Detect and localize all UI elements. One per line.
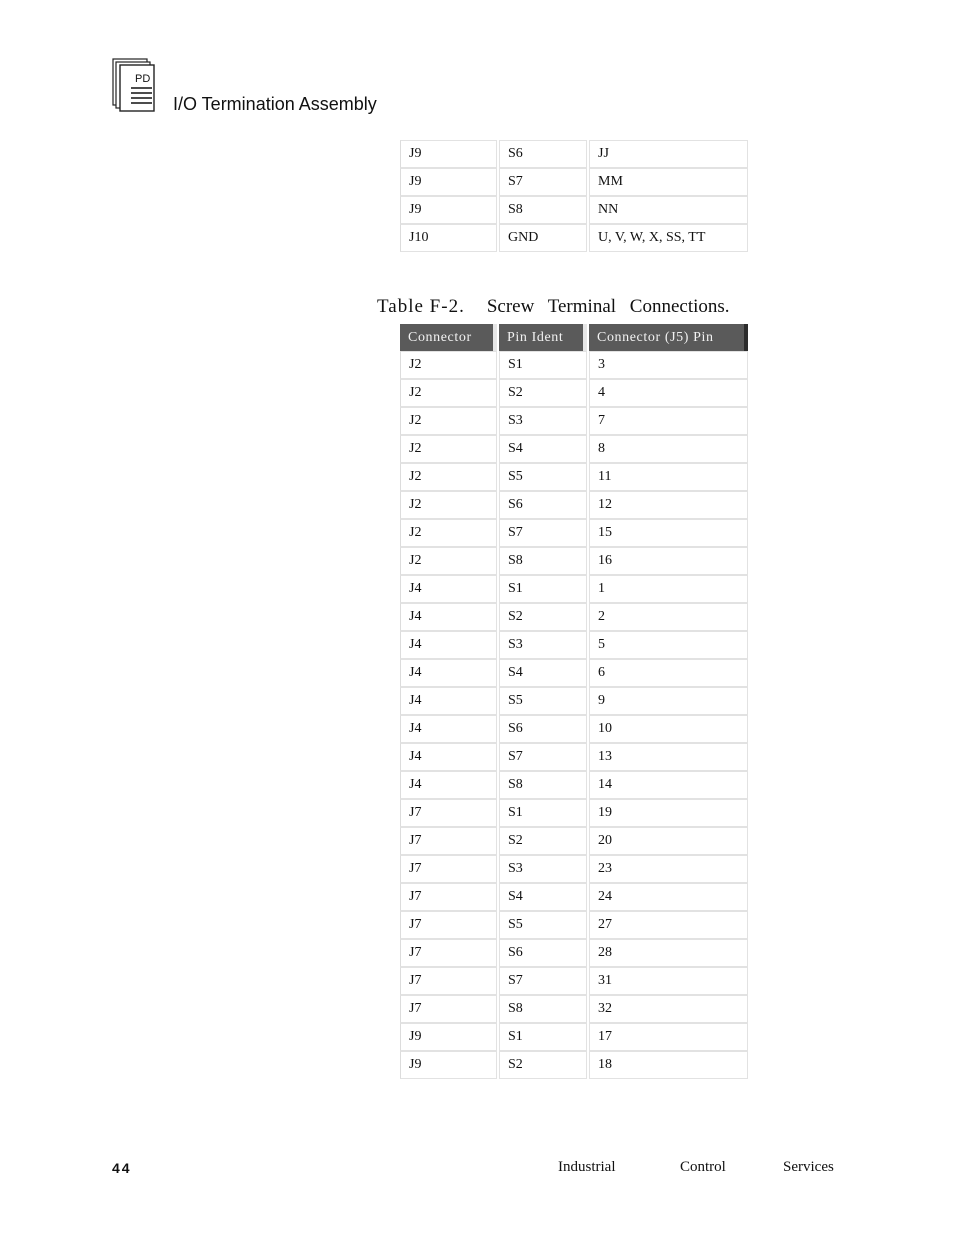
cell-j5-pin: NN bbox=[589, 196, 748, 224]
cell-j5-pin: 24 bbox=[589, 883, 748, 911]
cell-j5-pin: MM bbox=[589, 168, 748, 196]
cell-connector: J7 bbox=[400, 855, 497, 883]
cell-pin-ident: S4 bbox=[499, 435, 587, 463]
cell-connector: J4 bbox=[400, 603, 497, 631]
cell-pin-ident: S8 bbox=[499, 196, 587, 224]
table-caption-label: Table F-2. bbox=[377, 296, 465, 317]
cell-pin-ident: S6 bbox=[499, 140, 587, 168]
cell-connector: J2 bbox=[400, 463, 497, 491]
cell-connector: J9 bbox=[400, 168, 497, 196]
table-row bbox=[400, 379, 748, 407]
cell-j5-pin: 17 bbox=[589, 1023, 748, 1051]
cell-connector: J2 bbox=[400, 491, 497, 519]
cell-connector: J7 bbox=[400, 911, 497, 939]
table-row bbox=[400, 435, 748, 463]
table-row bbox=[400, 687, 748, 715]
table-row bbox=[400, 771, 748, 799]
cell-j5-pin: 8 bbox=[589, 435, 748, 463]
table-row bbox=[400, 547, 748, 575]
column-header-connector: Connector bbox=[400, 324, 497, 351]
cell-pin-ident: S5 bbox=[499, 463, 587, 491]
page-number: 44 bbox=[112, 1160, 132, 1176]
footer-org-word: Industrial bbox=[558, 1159, 616, 1175]
cell-j5-pin: 1 bbox=[589, 575, 748, 603]
cell-j5-pin: 19 bbox=[589, 799, 748, 827]
cell-pin-ident: S1 bbox=[499, 799, 587, 827]
cell-pin-ident: S8 bbox=[499, 995, 587, 1023]
table-row bbox=[400, 715, 748, 743]
cell-connector: J9 bbox=[400, 1051, 497, 1079]
cell-j5-pin: 11 bbox=[589, 463, 748, 491]
cell-pin-ident: S6 bbox=[499, 491, 587, 519]
table-row bbox=[400, 168, 748, 196]
cell-connector: J2 bbox=[400, 519, 497, 547]
cell-connector: J2 bbox=[400, 435, 497, 463]
cell-pin-ident: GND bbox=[499, 224, 587, 252]
table-row bbox=[400, 140, 748, 168]
table-row bbox=[400, 1051, 748, 1079]
cell-j5-pin: 23 bbox=[589, 855, 748, 883]
cell-pin-ident: S2 bbox=[499, 1051, 587, 1079]
cell-connector: J4 bbox=[400, 659, 497, 687]
cell-connector: J9 bbox=[400, 140, 497, 168]
cell-j5-pin: 31 bbox=[589, 967, 748, 995]
table-row bbox=[400, 799, 748, 827]
cell-j5-pin: 27 bbox=[589, 911, 748, 939]
cell-j5-pin: 3 bbox=[589, 351, 748, 379]
table-row bbox=[400, 659, 748, 687]
document-stack-icon bbox=[112, 58, 156, 112]
table-row bbox=[400, 855, 748, 883]
cell-pin-ident: S3 bbox=[499, 855, 587, 883]
cell-connector: J9 bbox=[400, 196, 497, 224]
cell-pin-ident: S2 bbox=[499, 603, 587, 631]
cell-j5-pin: 10 bbox=[589, 715, 748, 743]
cell-j5-pin: 13 bbox=[589, 743, 748, 771]
cell-j5-pin: 16 bbox=[589, 547, 748, 575]
table-row bbox=[400, 491, 748, 519]
cell-pin-ident: S1 bbox=[499, 575, 587, 603]
table-row bbox=[400, 827, 748, 855]
table-row bbox=[400, 883, 748, 911]
section-title: I/O Termination Assembly bbox=[173, 94, 377, 114]
table-row bbox=[400, 631, 748, 659]
cell-j5-pin: 4 bbox=[589, 379, 748, 407]
cell-pin-ident: S6 bbox=[499, 715, 587, 743]
cell-connector: J2 bbox=[400, 351, 497, 379]
cell-connector: J4 bbox=[400, 743, 497, 771]
cell-pin-ident: S5 bbox=[499, 687, 587, 715]
cell-pin-ident: S6 bbox=[499, 939, 587, 967]
table-row bbox=[400, 743, 748, 771]
cell-j5-pin: 18 bbox=[589, 1051, 748, 1079]
cell-j5-pin: 14 bbox=[589, 771, 748, 799]
cell-j5-pin: U, V, W, X, SS, TT bbox=[589, 224, 748, 252]
cell-connector: J4 bbox=[400, 715, 497, 743]
cell-pin-ident: S4 bbox=[499, 659, 587, 687]
cell-pin-ident: S2 bbox=[499, 827, 587, 855]
cell-pin-ident: S3 bbox=[499, 631, 587, 659]
logo-text: PD bbox=[135, 73, 151, 85]
cell-pin-ident: S8 bbox=[499, 547, 587, 575]
table-row bbox=[400, 196, 748, 224]
cell-connector: J7 bbox=[400, 995, 497, 1023]
table-caption bbox=[377, 296, 730, 318]
table-row bbox=[400, 995, 748, 1023]
cell-connector: J7 bbox=[400, 827, 497, 855]
cell-connector: J4 bbox=[400, 687, 497, 715]
cell-pin-ident: S7 bbox=[499, 967, 587, 995]
table-row bbox=[400, 911, 748, 939]
cell-pin-ident: S1 bbox=[499, 351, 587, 379]
cell-connector: J10 bbox=[400, 224, 497, 252]
table-row bbox=[400, 407, 748, 435]
table-row bbox=[400, 967, 748, 995]
cell-pin-ident: S7 bbox=[499, 743, 587, 771]
cell-connector: J7 bbox=[400, 799, 497, 827]
table-row bbox=[400, 575, 748, 603]
cell-pin-ident: S4 bbox=[499, 883, 587, 911]
cell-connector: J2 bbox=[400, 379, 497, 407]
table-row bbox=[400, 939, 748, 967]
cell-connector: J4 bbox=[400, 575, 497, 603]
cell-j5-pin: 32 bbox=[589, 995, 748, 1023]
table-caption-title: Screw Terminal Connections. bbox=[486, 296, 730, 317]
continued-table bbox=[398, 140, 750, 252]
cell-j5-pin: 28 bbox=[589, 939, 748, 967]
table-row bbox=[400, 463, 748, 491]
cell-connector: J9 bbox=[400, 1023, 497, 1051]
cell-j5-pin: 20 bbox=[589, 827, 748, 855]
table-row bbox=[400, 519, 748, 547]
cell-connector: J7 bbox=[400, 939, 497, 967]
cell-pin-ident: S5 bbox=[499, 911, 587, 939]
cell-j5-pin: 15 bbox=[589, 519, 748, 547]
cell-pin-ident: S7 bbox=[499, 168, 587, 196]
cell-j5-pin: 9 bbox=[589, 687, 748, 715]
screw-terminal-table bbox=[398, 324, 750, 1079]
table-row bbox=[400, 1023, 748, 1051]
cell-connector: J4 bbox=[400, 771, 497, 799]
cell-j5-pin: 12 bbox=[589, 491, 748, 519]
cell-j5-pin: 5 bbox=[589, 631, 748, 659]
footer-org-word: Control bbox=[680, 1159, 726, 1175]
column-header-pin-ident: Pin Ident bbox=[499, 324, 587, 351]
cell-pin-ident: S2 bbox=[499, 379, 587, 407]
table-row bbox=[400, 351, 748, 379]
table-row bbox=[400, 224, 748, 252]
cell-pin-ident: S3 bbox=[499, 407, 587, 435]
column-header-j5-pin: Connector (J5) Pin bbox=[589, 324, 748, 351]
cell-pin-ident: S1 bbox=[499, 1023, 587, 1051]
cell-j5-pin: 2 bbox=[589, 603, 748, 631]
table-row bbox=[400, 603, 748, 631]
cell-j5-pin: JJ bbox=[589, 140, 748, 168]
cell-connector: J2 bbox=[400, 547, 497, 575]
cell-connector: J7 bbox=[400, 967, 497, 995]
footer-org-word: Services bbox=[783, 1159, 834, 1175]
cell-connector: J2 bbox=[400, 407, 497, 435]
cell-pin-ident: S7 bbox=[499, 519, 587, 547]
cell-connector: J4 bbox=[400, 631, 497, 659]
cell-pin-ident: S8 bbox=[499, 771, 587, 799]
cell-connector: J7 bbox=[400, 883, 497, 911]
cell-j5-pin: 7 bbox=[589, 407, 748, 435]
cell-j5-pin: 6 bbox=[589, 659, 748, 687]
table-header-row bbox=[400, 324, 748, 351]
